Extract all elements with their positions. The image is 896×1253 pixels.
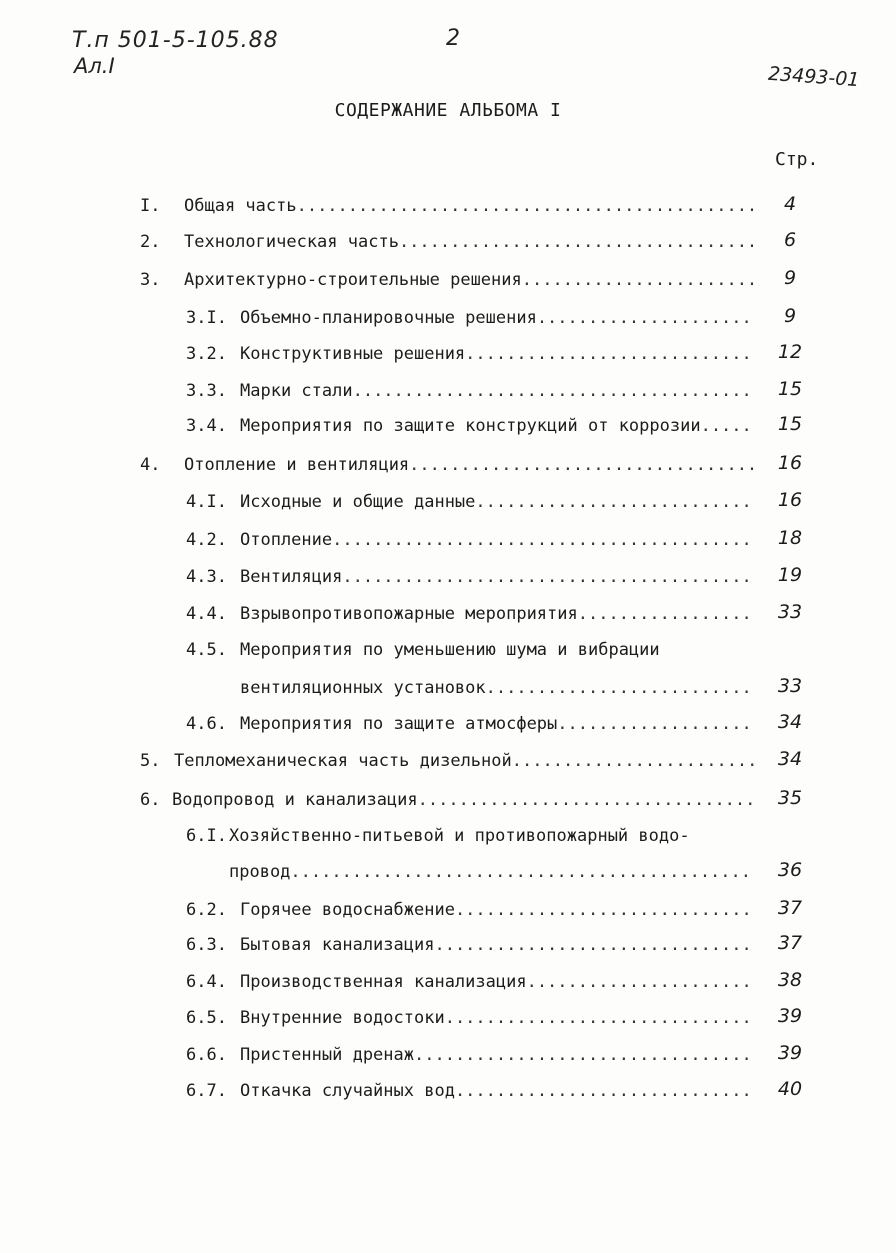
toc-page-number: 34 [777,748,803,770]
toc-page-number: 15 [777,378,803,400]
toc-entry-label: Конструктивные решения [240,344,466,364]
toc-entry-label: Внутренние водостоки [240,1008,445,1028]
toc-entry-label: Хозяйственно-питьевой и противопожарный водо- [229,826,690,846]
dot-leader [342,567,755,587]
toc-section-number: 6.6. [186,1045,227,1065]
toc-entry-label: вентиляционных установок [240,678,486,698]
toc-entry [240,567,755,587]
toc-page-number: 33 [777,601,803,623]
toc-section-number: 6.5. [186,1008,227,1028]
toc-row [0,305,896,334]
toc-page-number: 37 [777,932,803,954]
toc-entry [240,604,755,624]
toc-entry-label: Марки стали [240,381,353,401]
toc-entry-label: провод [229,862,291,882]
toc-entry [174,751,755,771]
toc-entry-label: Водопровод и канализация [172,790,418,810]
toc-row [0,969,896,998]
toc-row [0,826,896,852]
toc-row [0,564,896,593]
toc-entry-label: Бытовая канализация [240,935,435,955]
dot-leader [701,416,755,436]
toc-entry [240,935,755,955]
album-number: Ал.I [74,54,115,78]
dot-leader [434,935,755,955]
dot-leader [414,1045,755,1065]
toc-page-number: 12 [777,341,803,363]
dot-leader [522,270,755,290]
toc-page-number: 39 [777,1005,803,1027]
toc-entry [184,455,755,475]
toc-row [0,193,896,222]
toc-entry [240,416,755,436]
toc-page-number: 39 [777,1042,803,1064]
dot-leader [332,530,755,550]
dot-leader [512,751,755,771]
toc-row [0,452,896,481]
toc-row [0,711,896,740]
toc-entry [184,232,755,252]
dot-leader [527,972,755,992]
toc-entry [240,640,790,660]
dot-leader [455,900,755,920]
toc-page-number: 33 [777,675,803,697]
toc-page-number: 16 [777,452,803,474]
toc-section-number: 6.7. [186,1081,227,1101]
dot-leader [486,678,755,698]
toc-row [0,675,896,704]
dot-leader [409,455,755,475]
toc-entry-label: Объемно-планировочные решения [240,308,537,328]
toc-entry [240,308,755,328]
toc-row [0,787,896,816]
toc-entry [184,270,755,290]
toc-entry [240,1008,755,1028]
toc-page-number: 37 [777,897,803,919]
toc-entry-label: Вентиляция [240,567,343,587]
dot-leader [399,232,755,252]
toc-section-number: 3.2. [186,344,227,364]
toc-entry-label: Общая часть [184,196,297,216]
toc-entry-label: Тепломеханическая часть дизельной [174,751,512,771]
toc-page-number: 16 [777,489,803,511]
document-title: СОДЕРЖАНИЕ АЛЬБОМА I [334,100,562,121]
toc-entry [240,900,755,920]
toc-row [0,1005,896,1034]
toc-entry [229,826,790,846]
toc-page-number: 15 [777,413,803,435]
toc-section-number: 4.2. [186,530,227,550]
toc-section-number: 4.6. [186,714,227,734]
toc-row [0,748,896,777]
toc-page-number: 36 [777,859,803,881]
archive-number: 23493-01 [767,62,861,92]
dot-leader [537,308,755,328]
toc-entry [172,790,755,810]
toc-section-number: 3. [140,270,161,290]
toc-page-number: 4 [783,193,797,215]
toc-entry-label: Отопление и вентиляция [184,455,410,475]
toc-row [0,527,896,556]
toc-entry-label: Технологическая часть [184,232,399,252]
toc-entry [240,530,755,550]
dot-leader [445,1008,755,1028]
toc-entry-label: Отопление [240,530,333,550]
toc-section-number: 6.I. [186,826,227,846]
toc-section-number: I. [140,196,161,216]
toc-section-number: 6.4. [186,972,227,992]
toc-entry [240,381,755,401]
dot-leader [297,196,755,216]
toc-row [0,640,896,666]
toc-page-number: 38 [777,969,803,991]
toc-row [0,413,896,442]
toc-entry [240,1081,755,1101]
toc-row [0,1042,896,1071]
toc-page-number: 6 [783,229,797,251]
toc-row [0,1078,896,1107]
toc-row [0,341,896,370]
toc-section-number: 6.3. [186,935,227,955]
toc-row [0,897,896,926]
toc-entry-label: Мероприятия по защите конструкций от коррозии [240,416,701,436]
toc-page-number: 19 [777,564,803,586]
dot-leader [455,1081,755,1101]
toc-row [0,932,896,961]
toc-entry [240,344,755,364]
toc-entry [184,196,755,216]
album-code: Т.п 501-5-105.88 [72,28,279,53]
toc-entry [240,678,755,698]
toc-row [0,489,896,518]
toc-section-number: 3.3. [186,381,227,401]
toc-entry-label: Откачка случайных вод [240,1081,455,1101]
toc-row [0,601,896,630]
toc-page-number: 9 [783,305,797,327]
toc-entry-label: Производственная канализация [240,972,527,992]
toc-section-number: 4.5. [186,640,227,660]
toc-page-number: 35 [777,787,803,809]
toc-section-number: 6. [140,790,161,810]
page-column-header: Стр. [775,149,819,170]
toc-row [0,859,896,888]
toc-entry [240,492,755,512]
toc-page-number: 40 [777,1078,803,1100]
dot-leader [578,604,755,624]
dot-leader [353,381,755,401]
toc-page-number: 9 [783,267,797,289]
toc-section-number: 4.3. [186,567,227,587]
toc-section-number: 4.I. [186,492,227,512]
toc-entry-label: Горячее водоснабжение [240,900,455,920]
toc-section-number: 4. [140,455,161,475]
toc-page-number: 18 [777,527,803,549]
toc-row [0,229,896,258]
page-number: 2 [446,26,460,51]
toc-entry-label: Мероприятия по уменьшению шума и вибрации [240,640,660,660]
toc-section-number: 6.2. [186,900,227,920]
toc-section-number: 3.I. [186,308,227,328]
toc-entry-label: Взрывопротивопожарные мероприятия [240,604,578,624]
toc-row [0,378,896,407]
dot-leader [418,790,755,810]
dot-leader [557,714,755,734]
dot-leader [290,862,755,882]
toc-section-number: 2. [140,232,161,252]
toc-entry [240,972,755,992]
dot-leader [465,344,755,364]
toc-entry [240,1045,755,1065]
toc-entry-label: Исходные и общие данные [240,492,476,512]
toc-section-number: 3.4. [186,416,227,436]
toc-section-number: 5. [140,751,161,771]
dot-leader [475,492,755,512]
toc-entry-label: Пристенный дренаж [240,1045,414,1065]
toc-row [0,267,896,296]
toc-entry-label: Архитектурно-строительные решения [184,270,522,290]
toc-entry [240,714,755,734]
toc-entry [229,862,755,882]
toc-entry-label: Мероприятия по защите атмосферы [240,714,558,734]
toc-page-number: 34 [777,711,803,733]
toc-section-number: 4.4. [186,604,227,624]
